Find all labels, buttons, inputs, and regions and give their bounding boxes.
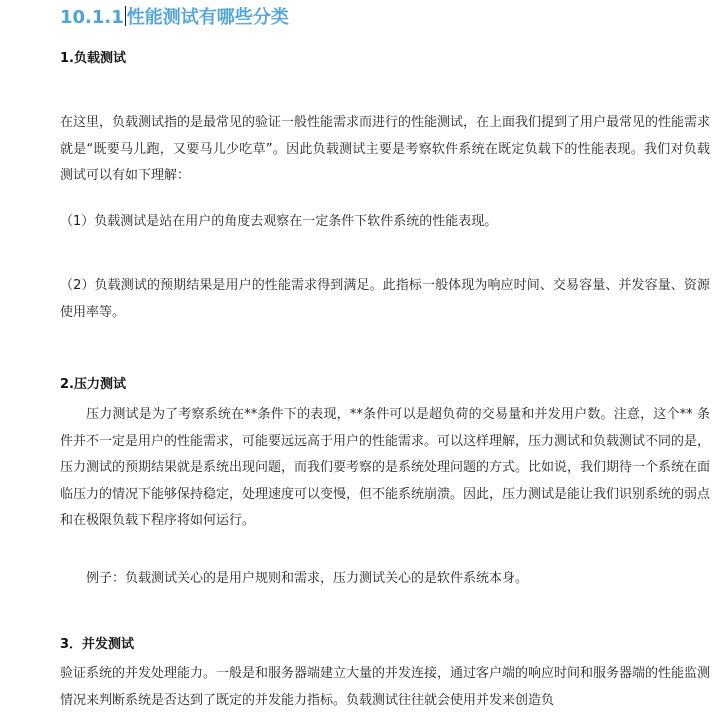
text-cursor	[125, 6, 126, 26]
load-test-heading: 1.负载测试	[60, 51, 126, 66]
section-number: 10.1.1	[60, 7, 124, 28]
load-test-item-2: （2）负载测试的预期结果是用户的性能需求得到满足。此指标一般体现为响应时间、交易容量、并发容量、资源使用率等。	[60, 278, 710, 320]
concurrency-test-paragraph: 验证系统的并发处理能力。一般是和服务器端建立大量的并发连接，通过客户端的响应时间和服务器端的性能监测情况来判断系统是否达到了既定的并发能力指标。负载测试往往就会使用并发来创造负	[60, 666, 711, 708]
stress-test-example: 例子：负载测试关心的是用户规则和需求，压力测试关心的是软件系统本身。	[86, 571, 529, 586]
section-title: 性能测试有哪些分类	[126, 7, 289, 28]
stress-test-paragraph: 压力测试是为了考察系统在**条件下的表现，**条件可以是超负荷的交易量和并发用户数。注意，这个** 条件并不一定是用户的性能需求，可能要远远高于用户的性能需求。可以这样理解，压力测试和负载测试不同的是，压力测试的预期结果就是系统出现问题，而我们要考察的是系统处理问题的方式。比如说，我们期待一个系统在面临压力的情况下能够保持稳定，处理速度可以变慢，但不能系统崩溃。因此，压力测试是能让我们识别系统的弱点和在极限负载下程序将如何运行。	[60, 407, 711, 529]
load-test-paragraph: 在这里，负载测试指的是最常见的验证一般性能需求而进行的性能测试，在上面我们提到了用户最常见的性能需求就是“既要马儿跑，又要马儿少吃草”。因此负载测试主要是考察软件系统在既定负载下的性能表现。我们对负载测试可以有如下理解：	[60, 115, 711, 184]
load-test-item-1: （1）负载测试是站在用户的角度去观察在一定条件下软件系统的性能表现。	[60, 214, 498, 229]
stress-test-heading: 2.压力测试	[60, 377, 126, 392]
concurrency-test-heading: 3．并发测试	[60, 637, 135, 652]
section-heading	[60, 6, 289, 30]
